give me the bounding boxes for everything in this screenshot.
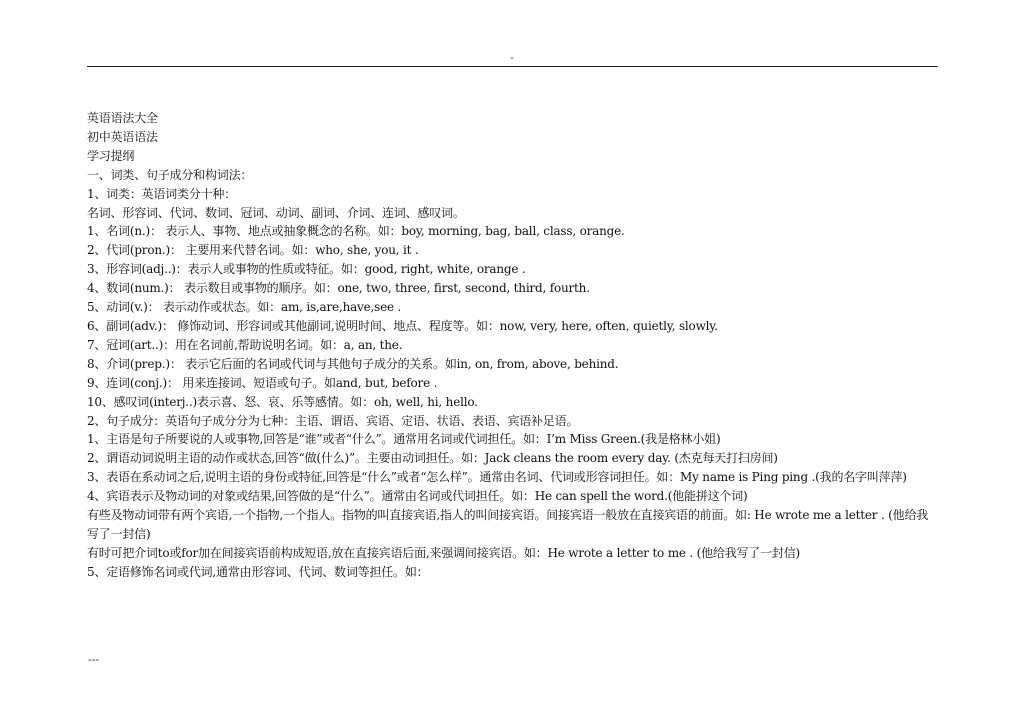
- document-body: [87, 109, 939, 582]
- paragraph-line: 3、表语在系动词之后,说明主语的身份或特征,回答是“什么”或者“怎么样”。通常由名词、代词或形容词担任。如：My name is Ping ping .(我的名字叫萍萍): [87, 470, 907, 485]
- paragraph-line: 名词、形容词、代词、数词、冠词、动词、副词、介词、连词、感叹词。: [87, 205, 465, 220]
- page-header-mark: -: [510, 51, 514, 64]
- doc-subtitle: 初中英语语法: [87, 129, 158, 144]
- paragraph-line: 4、数词(num.)： 表示数目或事物的顺序。如：one, two, three, first, second, third, fourth.: [87, 281, 590, 296]
- paragraph-line: 1、主语是句子所要说的人或事物,回答是“谁”或者“什么”。通常用名词或代词担任。如：I’m Miss Green.(我是格林小姐): [87, 432, 721, 447]
- doc-outline-heading: 学习提纲: [87, 148, 135, 163]
- paragraph-line: 3、形容词(adj..)：表示人或事物的性质或特征。如：good, right, white, orange .: [87, 262, 526, 277]
- paragraph-line: 5、动词(v.)： 表示动作或状态。如：am, is,are,have,see .: [87, 300, 402, 315]
- page-footer-mark: ---: [88, 653, 100, 666]
- paragraph-line: 2、谓语动词说明主语的动作或状态,回答“做(什么)”。主要由动词担任。如：Jack cleans the room every day. (杰克每天打扫房间): [87, 451, 778, 466]
- paragraph-line: 6、副词(adv.)： 修饰动词、形容词或其他副词,说明时间、地点、程度等。如：now, very, here, often, quietly, slowly.: [87, 318, 718, 333]
- paragraph-line: 9、连词(conj.)： 用来连接词、短语或句子。如and, but, before .: [87, 375, 438, 390]
- paragraph-line: 10、感叹词(interj..)表示喜、怒、哀、乐等感情。如：oh, well, hi, hello.: [87, 394, 478, 409]
- paragraph-line: 4、宾语表示及物动词的对象或结果,回答做的是“什么”。通常由名词或代词担任。如：He can spell the word.(他能拼这个词): [87, 489, 748, 504]
- paragraph-line: 有时可把介词to或for加在间接宾语前构成短语,放在直接宾语后面,来强调间接宾语。如：He wrote a letter to me . (他给我写了一封信): [87, 545, 800, 560]
- paragraph-line: 8、介词(prep.)： 表示它后面的名词或代词与其他句子成分的关系。如in, on, from, above, behind.: [87, 356, 619, 371]
- paragraph-line: 7、冠词(art..)：用在名词前,帮助说明名词。如：a, an, the.: [87, 337, 403, 352]
- subsection-heading: 1、词类：英语词类分十种：: [87, 186, 237, 201]
- paragraph-line: 1、名词(n.)： 表示人、事物、地点或抽象概念的名称。如：boy, morning, bag, ball, class, orange.: [87, 224, 625, 239]
- doc-title: 英语语法大全: [87, 111, 158, 125]
- paragraph-line: 2、代词(pron.)： 主要用来代替名词。如：who, she, you, it .: [87, 243, 419, 258]
- subsection-heading: 2、句子成分：英语句子成分分为七种：主语、谓语、宾语、定语、状语、表语、宾语补足语。: [87, 413, 579, 428]
- page-header-rule: [87, 66, 938, 67]
- section-heading: 一、词类、句子成分和构词法：: [87, 167, 253, 182]
- paragraph-line: 5、定语修饰名词或代词,通常由形容词、代词、数词等担任。如：: [87, 564, 429, 579]
- paragraph-line: 有些及物动词带有两个宾语,一个指物,一个指人。指物的叫直接宾语,指人的叫间接宾语。间接宾语一般放在直接宾语的前面。如: He wrote me a letter . (他给我写了一封信): [87, 508, 929, 541]
